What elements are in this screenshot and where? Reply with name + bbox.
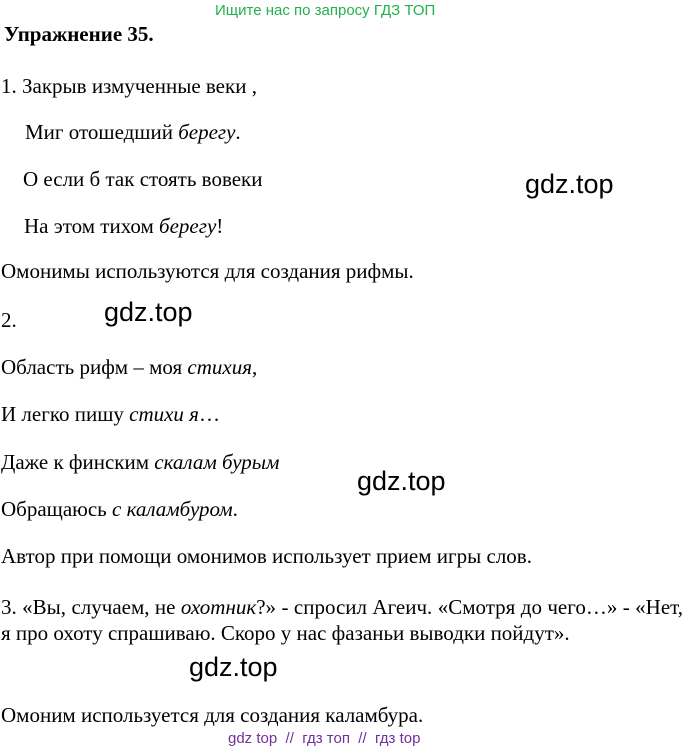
homonym-word: берегу (159, 214, 217, 238)
poem1-line3: О если б так стоять вовеки (23, 167, 263, 191)
dialog-note: Омоним используется для создания каламбура. (1, 703, 424, 727)
poem1-line2 (25, 120, 241, 144)
homonym-word: стихи я (129, 402, 199, 426)
homonym-word: скалам бурым (154, 450, 280, 474)
text-run: Обращаюсь (1, 497, 112, 521)
text-run: Область рифм – моя (1, 355, 188, 379)
text-run: Миг отошедший (25, 120, 179, 144)
text-run: ?» - спросил Агеич. «Смотря до чего…» - «Нет, я про охоту спрашиваю. Скоро у нас фазаньи выводки пойдут». (1, 595, 684, 645)
homonym-word: с каламбуром (112, 497, 233, 521)
watermark: gdz.top (525, 169, 614, 199)
punct: . (235, 120, 241, 144)
punct: ! (216, 214, 224, 238)
punct: , (251, 355, 258, 379)
poem1-note: Омонимы используются для создания рифмы. (1, 259, 414, 283)
text-run: 3. «Вы, случаем, не (1, 595, 181, 619)
text-run: На этом тихом (24, 214, 160, 238)
poem2-number: 2. (1, 308, 17, 332)
poem2-note: Автор при помощи омонимов использует прием игры слов. (1, 544, 532, 568)
dialog-paragraph (1, 594, 683, 646)
homonym-word: берегу (178, 120, 236, 144)
poem1-line4 (24, 214, 223, 238)
punct: . (232, 497, 238, 521)
text-run: Даже к финским (1, 450, 155, 474)
homonym-word: стихия (187, 355, 252, 379)
text-run: И легко пишу (1, 402, 130, 426)
poem2-line2 (1, 402, 220, 426)
footer-watermark: gdz top // гдз топ // гдз top (228, 730, 421, 747)
poem2-line3 (1, 450, 279, 474)
punct: … (198, 402, 220, 426)
homonym-word: охотник (180, 595, 257, 619)
watermark: gdz.top (189, 652, 278, 682)
poem1-line1: 1. Закрыв измученные веки , (1, 74, 257, 98)
watermark: gdz.top (357, 466, 446, 496)
page-title: Упражнение 35. (4, 22, 154, 46)
poem2-line1 (1, 355, 257, 379)
top-banner: Ищите нас по запросу ГДЗ ТОП (215, 2, 436, 19)
watermark: gdz.top (104, 297, 193, 327)
poem2-line4 (1, 497, 238, 521)
